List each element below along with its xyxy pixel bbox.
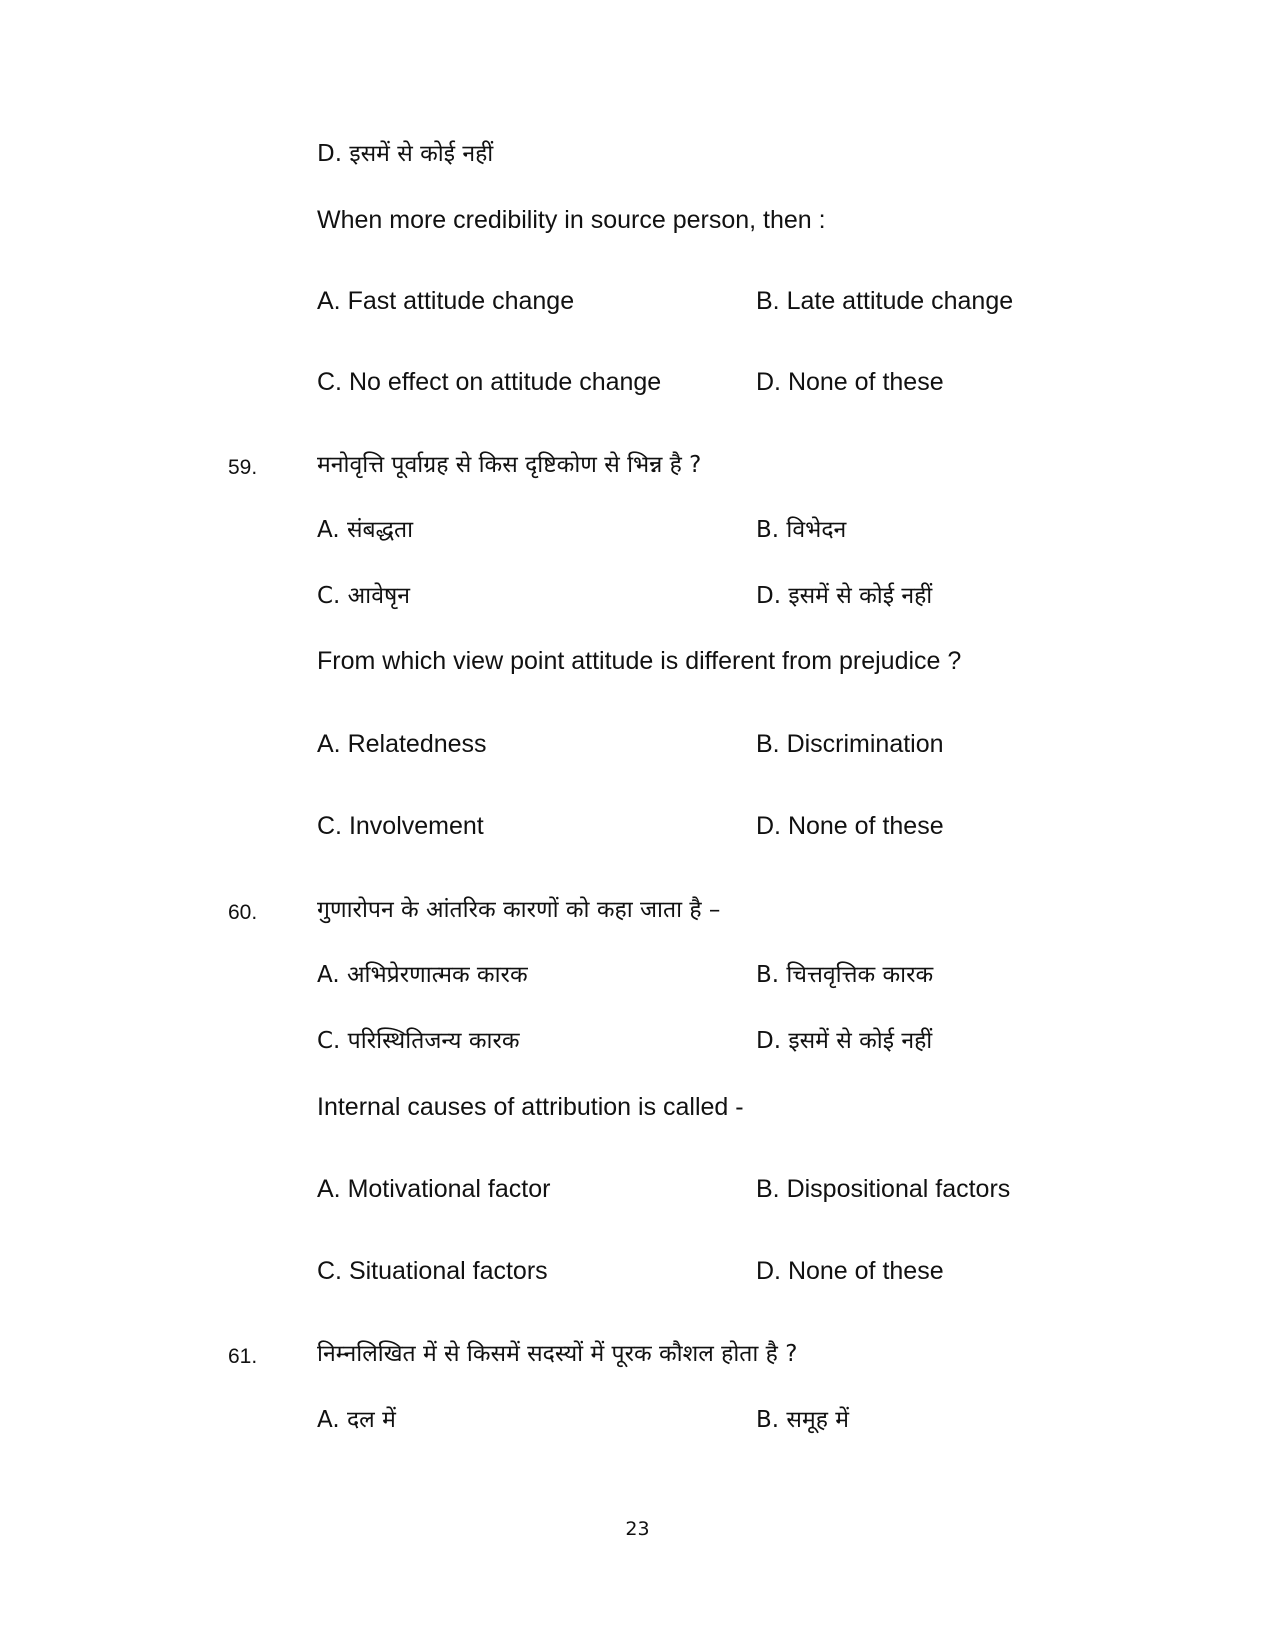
q61-hi-question: निम्नलिखित में से किसमें सदस्यों में पूरक कौशल होता है ? — [317, 1341, 798, 1367]
q60-hi-question: गुणारोपन के आंतरिक कारणों को कहा जाता है – — [317, 897, 721, 923]
q58-en-option-d: D. None of these — [756, 368, 944, 396]
q61-number: 61. — [228, 1345, 258, 1368]
q60-en-option-a: A. Motivational factor — [317, 1175, 551, 1203]
q60-hi-option-b: B. चित्तवृत्तिक कारक — [756, 962, 934, 988]
q59-hi-option-b: B. विभेदन — [756, 517, 847, 543]
q59-hi-question: मनोवृत्ति पूर्वाग्रह से किस दृष्टिकोण से भिन्न है ? — [317, 452, 702, 478]
q58-en-question: When more credibility in source person, then : — [317, 206, 826, 234]
q60-en-option-d: D. None of these — [756, 1257, 944, 1285]
q58-en-option-c: C. No effect on attitude change — [317, 368, 662, 396]
q58-en-option-a: A. Fast attitude change — [317, 287, 575, 315]
q60-hi-option-d: D. इसमें से कोई नहीं — [756, 1028, 933, 1054]
q60-en-option-b: B. Dispositional factors — [756, 1175, 1011, 1203]
q59-en-option-c: C. Involvement — [317, 812, 484, 840]
q60-en-option-c: C. Situational factors — [317, 1257, 548, 1285]
q59-hi-option-a: A. संबद्धता — [317, 517, 414, 543]
q61-hi-option-a: A. दल में — [317, 1407, 396, 1433]
page-number: 23 — [625, 1518, 650, 1540]
q59-hi-option-c: C. आवेषृन — [317, 583, 411, 609]
q59-en-question: From which view point attitude is different from prejudice ? — [317, 647, 962, 675]
q58-en-option-b: B. Late attitude change — [756, 287, 1014, 315]
q60-hi-option-c: C. परिस्थितिजन्य कारक — [317, 1028, 520, 1054]
q60-hi-option-a: A. अभिप्रेरणात्मक कारक — [317, 962, 528, 988]
q60-en-question: Internal causes of attribution is called - — [317, 1093, 744, 1121]
q59-hi-option-d: D. इसमें से कोई नहीं — [756, 583, 933, 609]
q59-en-option-a: A. Relatedness — [317, 730, 487, 758]
q60-number: 60. — [228, 901, 258, 924]
q59-number: 59. — [228, 456, 258, 479]
q58-hi-option-d: D. इसमें से कोई नहीं — [317, 141, 494, 167]
q59-en-option-b: B. Discrimination — [756, 730, 944, 758]
q59-en-option-d: D. None of these — [756, 812, 944, 840]
q61-hi-option-b: B. समूह में — [756, 1407, 849, 1433]
